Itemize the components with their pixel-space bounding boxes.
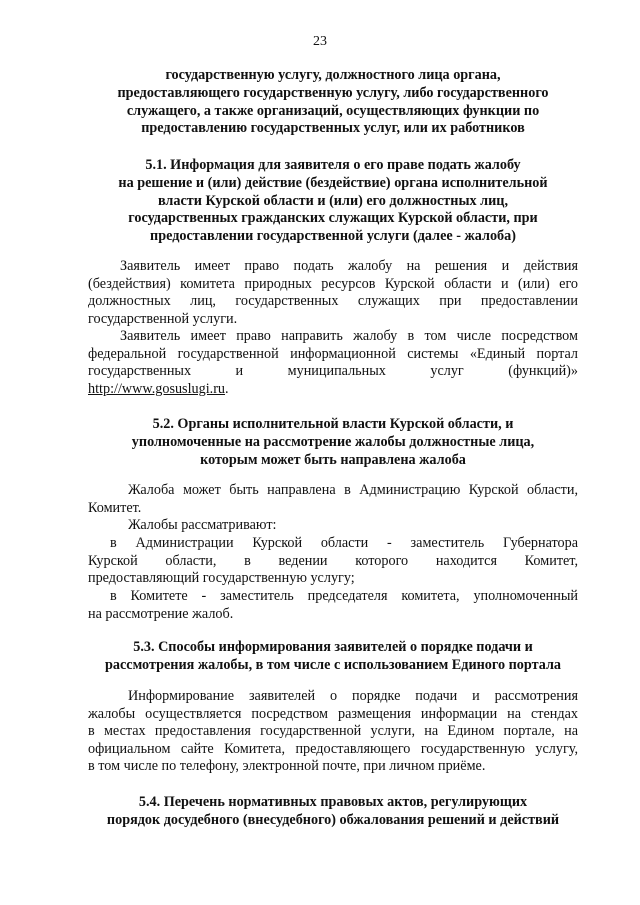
intro-heading-line: предоставляющего государственную услугу, либо государственного (117, 84, 549, 101)
intro-heading-line: государственную услугу, должностного лица органа, (165, 67, 501, 83)
paragraph-line: жалобы осуществляется посредством размещения информации на стендах (88, 705, 578, 722)
paragraph-line: в Администрации Курской области - заместитель Губернатора (110, 535, 578, 551)
section-heading-line: порядок досудебного (внесудебного) обжалования решений и действий (106, 811, 560, 828)
paragraph-line: официальном сайте Комитета, предоставляющего государственную услугу, (88, 740, 578, 757)
section-heading-line: 5.4. Перечень нормативных правовых актов, регулирующих (138, 794, 528, 810)
link-suffix: . (225, 380, 229, 397)
paragraph-line: предоставляющий государственную услугу; (88, 570, 355, 587)
gosuslugi-link[interactable]: http://www.gosuslugi.ru (88, 380, 226, 397)
paragraph-line: на рассмотрение жалоб. (88, 605, 234, 622)
section-5-2-paragraph-4 (88, 588, 578, 623)
section-heading-line: рассмотрения жалобы, в том числе с использованием Единого портала (104, 656, 561, 673)
paragraph-line: государственной услуги. (88, 310, 238, 327)
intro-heading-line: служащего, а также организаций, осуществляющих функции по (126, 102, 540, 119)
section-5-3-paragraph-1 (88, 688, 578, 776)
paragraph-line: (бездействия) комитета природных ресурсов Курской области и (или) его (88, 275, 578, 292)
section-5-2-heading (88, 416, 578, 469)
paragraph-line: Заявитель имеет право направить жалобу в том числе посредством (120, 328, 578, 344)
page-number: 23 (313, 34, 327, 49)
paragraph-line (88, 381, 578, 399)
intro-heading-line: предоставлению государственных услуг, или их работников (141, 120, 525, 137)
paragraph-line: должностных лиц, государственных служащих при предоставлении (88, 293, 578, 310)
section-5-2-paragraph-2 (88, 517, 578, 535)
paragraph-line: Курской области, в ведении которого находится Комитет, (88, 552, 578, 569)
section-5-1-paragraph-1 (88, 258, 578, 328)
section-heading-line: государственных гражданских служащих Курской области, при (128, 210, 538, 227)
section-heading-line: 5.2. Органы исполнительной власти Курской области, и (152, 416, 514, 432)
paragraph-line: государственных и муниципальных услуг (функций)» (88, 363, 578, 380)
section-5-4-heading (88, 794, 578, 830)
paragraph-line: в Комитете - заместитель председателя комитета, уполномоченный (110, 588, 578, 604)
section-heading-line: уполномоченные на рассмотрение жалобы должностные лица, (131, 433, 535, 450)
section-heading-line: 5.3. Способы информирования заявителей о порядке подачи и (133, 639, 533, 655)
paragraph-line: в местах предоставления государственной услуги, на Едином портале, на (88, 723, 578, 740)
intro-heading (88, 67, 578, 138)
paragraph-line: федеральной государственной информационной системы «Единый портал (88, 345, 578, 362)
paragraph-line: Жалоба может быть направлена в Администрацию Курской области, (128, 482, 578, 498)
section-5-1-paragraph-2 (88, 328, 578, 398)
paragraph-line: Информирование заявителей о порядке подачи и рассмотрения (128, 688, 578, 704)
paragraph-line: в том числе по телефону, электронной почте, при личном приёме. (88, 758, 486, 775)
section-heading-line: власти Курской области и (или) его должностных лиц, (157, 192, 509, 209)
section-heading-line: 5.1. Информация для заявителя о его праве подать жалобу (145, 157, 521, 173)
section-heading-line: на решение и (или) действие (бездействие) органа исполнительной (118, 174, 548, 191)
paragraph-line: Комитет. (88, 499, 142, 516)
section-heading-line: которым может быть направлена жалоба (200, 451, 466, 468)
section-5-1-heading (88, 157, 578, 246)
paragraph-line: Заявитель имеет право подать жалобу на решения и действия (120, 258, 578, 274)
paragraph-line: Жалобы рассматривают: (128, 517, 277, 533)
section-5-2-paragraph-1 (88, 482, 578, 517)
section-5-3-heading (88, 639, 578, 675)
section-5-2-paragraph-3 (88, 535, 578, 588)
section-heading-line: предоставлении государственной услуги (далее - жалоба) (150, 228, 516, 245)
